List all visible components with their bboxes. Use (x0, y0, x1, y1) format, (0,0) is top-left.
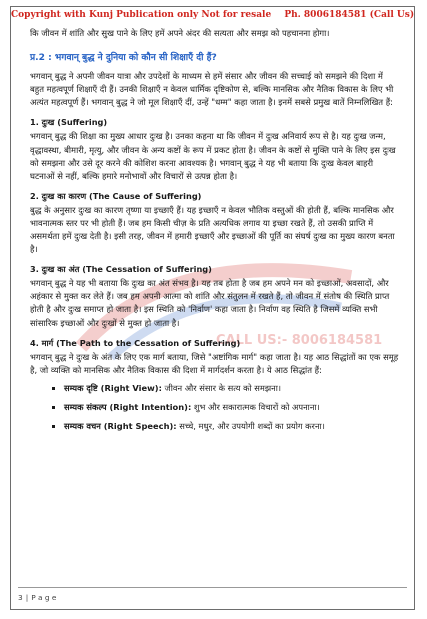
copyright-notice: Copyright with Kunj Publication only Not for resale (11, 10, 272, 20)
section-heading: 1. दुःख (Suffering) (30, 117, 108, 128)
page-label: P a g e (31, 593, 57, 602)
page-header (11, 10, 414, 20)
section-heading: 2. दुःख का कारण (The Cause of Suffering) (30, 190, 202, 201)
bullet-term: सम्यक वचन (Right Speech): (64, 420, 177, 431)
section-text: भगवान् बुद्ध ने यह भी बताया कि दुःख का अंत संभव है। यह तब होता है जब हम अपने मन को इच्छाओं, अवसादों, और अहंकार से मुक्त कर लेते हैं। जब हम अपनी आत्मा को शांति और संतुलन में रखते हैं, तो जीवन में संतोष की स्थिति प्राप्त होती है और दुःख समाप्त हो जाता है। इस स्थिति को 'निर्वाण' कहा जाता है। निर्वाण वह स्थिति है जिसमें व्यक्ति सभी सांसारिक इच्छाओं और दुःखों से मुक्त हो जाता है। (30, 278, 390, 328)
section-text: भगवान् बुद्ध ने दुःख के अंत के लिए एक मार्ग बताया, जिसे "अष्टांगिक मार्ग" कहा जाता है। यह आठ सिद्धांतों का एक समूह है, जो व्यक्ति को मानसिक और नैतिक विकास की दिशा में मार्गदर्शन करता है। ये आठ सिद्धांत हैं: (30, 351, 399, 375)
question-heading: प्र.2 : भगवान् बुद्ध ने दुनिया को कौन सी शिक्षाएँ दी हैं? (30, 53, 217, 64)
intro-paragraph: कि जीवन में शांति और सुख पाने के लिए हमें अपने अंदर की सत्यता और समझ को पहचानना होगा। (30, 28, 330, 38)
bullet-desc: शुभ और सकारात्मक विचारों को अपनाना। (191, 401, 320, 412)
bullet-term: सम्यक संकल्प (Right Intention): (64, 401, 192, 412)
page-content (30, 27, 399, 439)
bullet-term: सम्यक दृष्टि (Right View): (64, 382, 162, 393)
page-number: 3 (18, 593, 23, 602)
document-page (10, 6, 415, 610)
answer-intro: भगवान् बुद्ध ने अपनी जीवन यात्रा और उपदेशों के माध्यम से हमें संसार और जीवन की सच्चाई को समझने की दिशा में बहुत महत्वपूर्ण शिक्षाएँ दी हैं। उनकी शिक्षाएँ न केवल धार्मिक दृष्टिकोण से, बल्कि मानसिक और नैतिक विकास के लिए भी अत्यंत महत्वपूर्ण हैं। भगवान् बुद्ध ने जो मूल शिक्षाएँ दीं, उन्हें "धम्म" कहा जाता है। इनमें सबसे प्रमुख बातें निम्नलिखित हैं: (30, 71, 394, 108)
principles-list (30, 382, 399, 432)
section-text: भगवान् बुद्ध की शिक्षा का मुख्य आधार दुःख है। उनका कहना था कि जीवन में दुःख अनिवार्य रूप से है। यह दुःख जन्म, वृद्धावस्था, बीमारी, मृत्यु, और जीवन के अन्य कष्टों के रूप में प्रकट होता है। जीवन के कष्टों से मुक्ति पाने के लिए इस दुःख को समझना और उसे दूर करने की कोशिश करना आवश्यक है। भगवान् बुद्ध ने यह भी बताया कि दुःख केवल बाहरी घटनाओं से नहीं, बल्कि हमारे मनोभावों और विचारों से उत्पन्न होता है। (30, 131, 396, 181)
bullet-desc: सच्चे, मधुर, और उपयोगी शब्दों का प्रयोग करना। (176, 420, 325, 431)
section-heading: 3. दुःख का अंत (The Cessation of Suffering) (30, 264, 212, 275)
watermark-phone: CALL US:- 8006184581 (216, 333, 383, 348)
footer-separator: | (25, 593, 29, 602)
bullet-desc: जीवन और संसार के सत्य को समझना। (161, 382, 282, 393)
list-item (64, 420, 399, 432)
header-phone: Ph. 8006184581 (Call Us) (284, 10, 415, 20)
section-text: बुद्ध के अनुसार दुःख का कारण तृष्णा या इच्छाएँ हैं। यह इच्छाएँ न केवल भौतिक वस्तुओं की होती हैं, बल्कि मानसिक और भावनात्मक स्तर पर भी होती हैं। जब हम किसी चीज़ के प्रति अत्यधिक लगाव या इच्छा रखते हैं, तो उसकी प्राप्ति में असमर्थता हमें दुःख देती है। इसी तरह, जीवन में हमारी इच्छाएँ और इच्छाओं की पूर्ति का संघर्ष दुःख का मुख्य कारण बनता है। (30, 204, 395, 255)
page-footer (18, 593, 56, 602)
list-item (64, 401, 399, 413)
section-heading: 4. मार्ग (The Path to the Cessation of Suffering) (30, 337, 241, 348)
footer-divider (18, 587, 407, 588)
list-item (64, 382, 399, 394)
